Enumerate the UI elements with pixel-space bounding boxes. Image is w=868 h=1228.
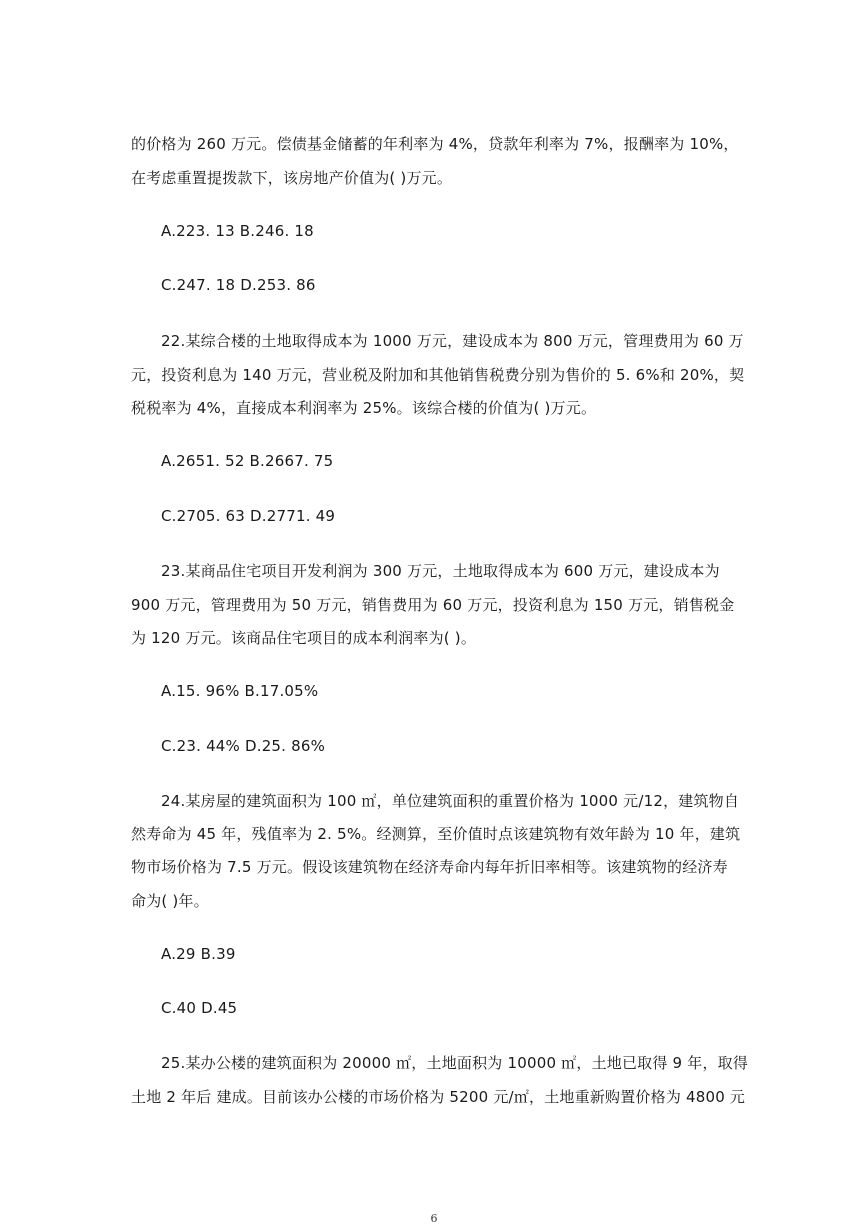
q23-options-cd: C.23. 44% D.25. 86% xyxy=(161,737,326,755)
q21-text-line-2: 在考虑重置提拨款下，该房地产价值为( )万元。 xyxy=(131,169,453,187)
q22-text-line-3: 税税率为 4%，直接成本利润率为 25%。该综合楼的价值为( )万元。 xyxy=(131,399,597,417)
q24-text-line-1: 24.某房屋的建筑面积为 100 ㎡，单位建筑面积的重置价格为 1000 元/12，建筑物自 xyxy=(161,792,740,810)
q22-options-cd: C.2705. 63 D.2771. 49 xyxy=(161,507,336,525)
q24-options-cd: C.40 D.45 xyxy=(161,999,238,1017)
q22-text-line-1: 22.某综合楼的土地取得成本为 1000 万元，建设成本为 800 万元，管理费用为 60 万 xyxy=(161,332,744,350)
q22-text-line-2: 元，投资利息为 140 万元，营业税及附加和其他销售税费分别为售价的 5. 6%和 20%，契 xyxy=(131,366,745,384)
q24-text-line-3: 物市场价格为 7.5 万元。假设该建筑物在经济寿命内每年折旧率相等。该建筑物的经济寿 xyxy=(131,858,728,876)
q22-options-ab: A.2651. 52 B.2667. 75 xyxy=(161,452,334,470)
q21-text-line-1: 的价格为 260 万元。偿债基金储蓄的年利率为 4%，贷款年利率为 7%，报酬率为 10%， xyxy=(131,135,739,153)
q24-options-ab: A.29 B.39 xyxy=(161,945,236,963)
q23-text-line-1: 23.某商品住宅项目开发利润为 300 万元，土地取得成本为 600 万元，建设成本为 xyxy=(161,562,720,580)
page-number: 6 xyxy=(430,1212,438,1225)
q25-text-line-1: 25.某办公楼的建筑面积为 20000 ㎡，土地面积为 10000 ㎡，土地已取得 9 年，取得 xyxy=(161,1054,749,1072)
q21-options-cd: C.247. 18 D.253. 86 xyxy=(161,276,316,294)
q23-options-ab: A.15. 96% B.17.05% xyxy=(161,682,319,700)
q23-text-line-2: 900 万元，管理费用为 50 万元，销售费用为 60 万元，投资利息为 150 万元，销售税金 xyxy=(131,596,735,614)
q25-text-line-2: 土地 2 年后 建成。目前该办公楼的市场价格为 5200 元/㎡，土地重新购置价格为 4800 元 xyxy=(131,1088,746,1106)
q24-text-line-2: 然寿命为 45 年，残值率为 2. 5%。经测算，至价值时点该建筑物有效年龄为 10 年，建筑 xyxy=(131,825,741,843)
q21-options-ab: A.223. 13 B.246. 18 xyxy=(161,222,314,240)
q23-text-line-3: 为 120 万元。该商品住宅项目的成本利润率为( )。 xyxy=(131,629,477,647)
q24-text-line-4: 命为( )年。 xyxy=(131,892,209,910)
